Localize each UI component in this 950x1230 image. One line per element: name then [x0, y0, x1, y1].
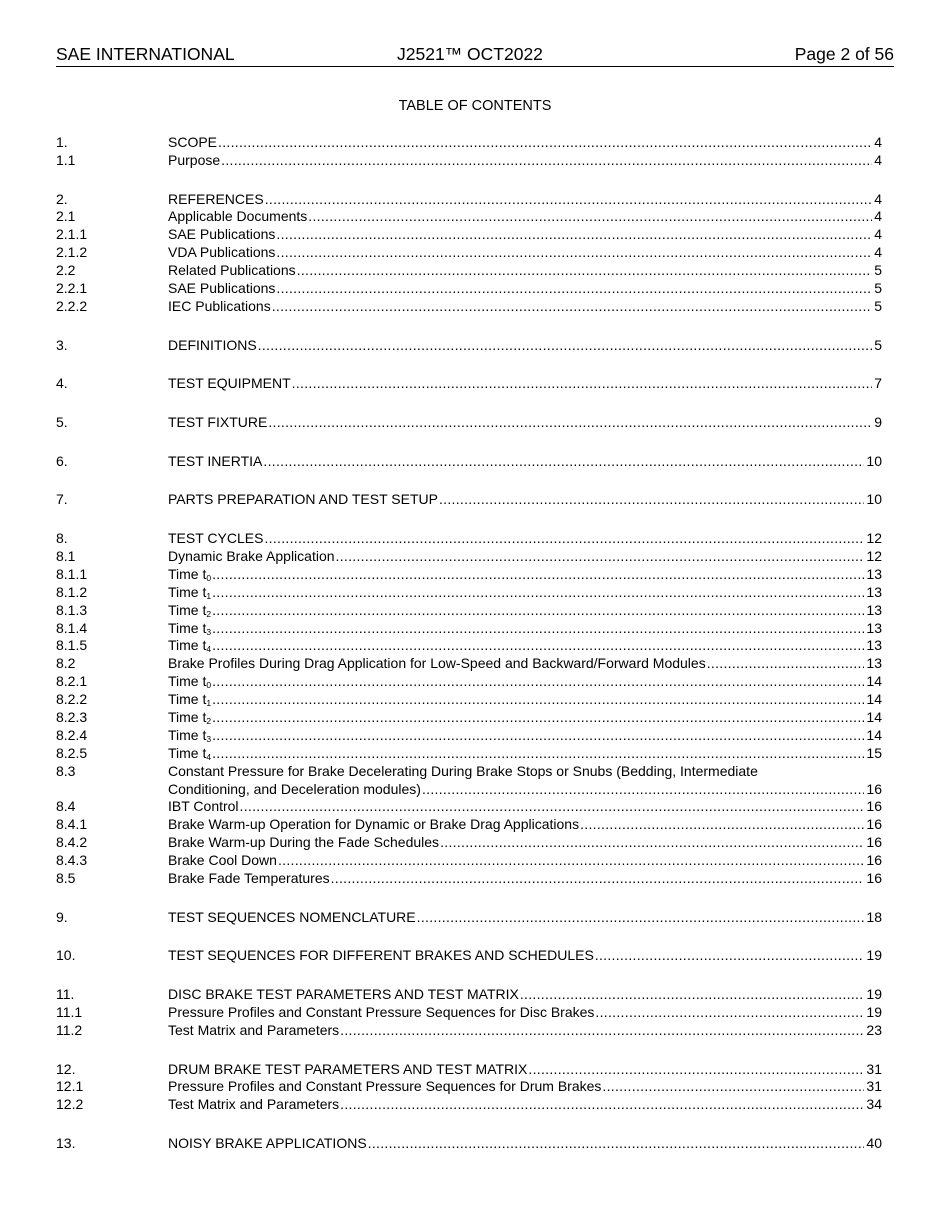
- toc-entry-continuation[interactable]: [56, 781, 882, 799]
- toc-entry-number: 7.: [56, 491, 68, 508]
- toc-entry[interactable]: [56, 1078, 882, 1096]
- toc-entry[interactable]: [56, 530, 882, 548]
- toc-entry-title: Test Matrix and Parameters: [168, 1096, 340, 1113]
- toc-entry-title: PARTS PREPARATION AND TEST SETUP: [168, 491, 438, 508]
- dot-leader: [595, 1004, 864, 1022]
- toc-entry-title: DISC BRAKE TEST PARAMETERS AND TEST MATRIX: [168, 986, 519, 1003]
- dot-leader: [440, 834, 864, 852]
- toc-entry[interactable]: [56, 947, 882, 965]
- toc-entry-page: 34: [866, 1096, 882, 1113]
- toc-entry-title: Time t: [168, 637, 207, 654]
- dot-leader: [297, 262, 873, 280]
- toc-entry-number: 4.: [56, 375, 68, 392]
- toc-entry[interactable]: [56, 191, 882, 209]
- dot-leader: [422, 781, 864, 799]
- toc-entry-page: 10: [866, 491, 882, 508]
- dot-leader: [520, 986, 865, 1004]
- toc-entry[interactable]: [56, 620, 882, 638]
- toc-entry-number: 12.: [56, 1060, 76, 1077]
- toc-entry-title-wrap: [168, 262, 296, 280]
- toc-entry-title: Brake Warm-up Operation for Dynamic or Brake Drag Applications: [168, 816, 580, 833]
- toc-entry[interactable]: [56, 763, 882, 781]
- toc-entry-page: 16: [866, 834, 882, 851]
- toc-entry[interactable]: [56, 280, 882, 298]
- toc-entry-number: 8.4.3: [56, 852, 88, 869]
- toc-entry-number: 8.4.2: [56, 834, 88, 851]
- toc-entry-title-wrap: [168, 1096, 339, 1114]
- toc-entry-title: IEC Publications: [168, 297, 271, 314]
- toc-entry-number: 1.: [56, 134, 68, 150]
- toc-entry-number: 1.1: [56, 151, 76, 168]
- toc-entry-title-wrap: [168, 909, 416, 927]
- toc-entry[interactable]: [56, 673, 882, 691]
- header-page-number: Page 2 of 56: [794, 44, 894, 64]
- dot-leader: [368, 1135, 865, 1153]
- toc-entry[interactable]: [56, 491, 882, 509]
- dot-leader: [212, 584, 864, 602]
- toc-entry-number: 8.2.5: [56, 744, 88, 761]
- toc-entry-title-wrap: [168, 1135, 367, 1153]
- toc-entry-title: Time t: [168, 691, 207, 708]
- dot-leader: [331, 870, 865, 888]
- toc-entry[interactable]: [56, 1004, 882, 1022]
- toc-entry-title-wrap: [168, 852, 277, 870]
- toc-entry-number: 2.1.1: [56, 226, 88, 243]
- toc-entry-number: 8.4: [56, 798, 76, 815]
- toc-entry-page: 31: [866, 1060, 882, 1077]
- toc-entry-title: Applicable Documents: [168, 208, 308, 225]
- toc-entry-title-wrap: [168, 1061, 527, 1079]
- toc-entry-number: 2.: [56, 190, 68, 207]
- toc-entry-title: DEFINITIONS: [168, 336, 257, 353]
- toc-entry-number: 8.2.1: [56, 673, 88, 690]
- toc-entry-title-wrap: [168, 947, 594, 965]
- toc-entry-title-wrap: [168, 453, 262, 471]
- toc-entry-number: 8.1.1: [56, 565, 88, 582]
- toc-entry-title: Time t: [168, 601, 207, 618]
- dot-leader: [265, 191, 873, 209]
- toc-entry-title: REFERENCES: [168, 190, 264, 207]
- dot-leader: [528, 1061, 864, 1079]
- toc-entry-title: IBT Control: [168, 798, 239, 815]
- toc-entry-title: TEST SEQUENCES FOR DIFFERENT BRAKES AND SCHEDULES: [168, 947, 594, 964]
- toc-entry-title: NOISY BRAKE APPLICATIONS: [168, 1134, 367, 1151]
- toc-entry-page: 14: [866, 673, 882, 690]
- toc-entry-title-wrap: [168, 375, 291, 393]
- toc-entry-page: 16: [866, 780, 882, 797]
- toc-entry-page: 5: [874, 336, 882, 353]
- toc-entry-page: 4: [874, 190, 882, 207]
- toc-entry-page: 5: [874, 262, 882, 279]
- toc-entry[interactable]: [56, 134, 882, 152]
- toc-entry-page: 16: [866, 816, 882, 833]
- toc-entry-title-wrap: [168, 280, 275, 298]
- toc-entry-title: Time t: [168, 619, 207, 636]
- toc-entry-number: 8.1.5: [56, 637, 88, 654]
- toc-entry-page: 18: [866, 908, 882, 925]
- dot-leader: [336, 548, 865, 566]
- toc-entry[interactable]: [56, 1096, 882, 1114]
- toc-entry[interactable]: [56, 834, 882, 852]
- toc-entry-page: 19: [866, 1003, 882, 1020]
- toc-entry-title: Time t: [168, 583, 207, 600]
- toc-entry-title: VDA Publications: [168, 244, 276, 261]
- toc-entry-page: 16: [866, 869, 882, 886]
- toc-entry-number: 8.2.2: [56, 691, 88, 708]
- toc-entry-page: 12: [866, 547, 882, 564]
- toc-entry-number: 2.2: [56, 262, 76, 279]
- toc-entry-page: 4: [874, 208, 882, 225]
- toc-entry-title: SAE Publications: [168, 280, 276, 297]
- dot-leader: [439, 491, 864, 509]
- dot-leader: [292, 375, 873, 393]
- toc-entry-page: 5: [874, 297, 882, 314]
- toc-entry-title-continued: Conditioning, and Deceleration modules): [168, 780, 421, 797]
- toc-entry-number: 2.2.1: [56, 280, 88, 297]
- toc-entry-title-wrap: [168, 798, 239, 816]
- toc-entry-page: 4: [874, 134, 882, 150]
- toc-entry-page: 10: [866, 452, 882, 469]
- toc-entry[interactable]: [56, 414, 882, 432]
- toc-entry[interactable]: [56, 584, 882, 602]
- toc-entry-title: TEST SEQUENCES NOMENCLATURE: [168, 908, 416, 925]
- dot-leader: [212, 727, 864, 745]
- toc-entry-title: Time t: [168, 565, 207, 582]
- toc-entry-title: Related Publications: [168, 262, 296, 279]
- toc-entry-page: 4: [874, 244, 882, 261]
- toc-entry-page: 13: [866, 619, 882, 636]
- toc-entry-title: Constant Pressure for Brake Decelerating During Brake Stops or Snubs (Bedding, Intermediate: [168, 762, 758, 779]
- toc-entry-title: TEST EQUIPMENT: [168, 375, 291, 392]
- toc-entry-page: 40: [866, 1134, 882, 1151]
- toc-entry-number: 13.: [56, 1134, 76, 1151]
- toc-entry[interactable]: [56, 816, 882, 834]
- toc-entry-page: 14: [866, 708, 882, 725]
- toc-entry-subscript: 4: [206, 644, 212, 655]
- toc-entry-page: 13: [866, 655, 882, 672]
- toc-entry[interactable]: [56, 1135, 882, 1153]
- toc-entry[interactable]: [56, 226, 882, 244]
- toc-entry-number: 11.: [56, 986, 75, 1003]
- toc-entry[interactable]: [56, 152, 882, 170]
- dot-leader: [276, 226, 872, 244]
- toc-entry[interactable]: [56, 798, 882, 816]
- header-document-id: J2521™ OCT2022: [397, 44, 543, 64]
- toc-entry-title-wrap: [168, 491, 438, 509]
- dot-leader: [268, 414, 872, 432]
- toc-entry[interactable]: [56, 244, 882, 262]
- dot-leader: [417, 909, 865, 927]
- toc-entry-title-wrap: [168, 244, 275, 262]
- toc-entry-page: 14: [866, 726, 882, 743]
- page-header: [56, 44, 894, 67]
- toc-entry[interactable]: [56, 655, 882, 673]
- toc-entry[interactable]: [56, 1022, 882, 1040]
- toc-entry-subscript: 0: [206, 572, 212, 583]
- toc-entry-subscript: 2: [206, 608, 212, 619]
- toc-entry-number: 11.1: [56, 1003, 83, 1020]
- toc-entry-page: 9: [874, 413, 882, 430]
- toc-entry-title-wrap: [168, 834, 439, 852]
- toc-entry-title: Test Matrix and Parameters: [168, 1021, 340, 1038]
- toc-entry-title: TEST CYCLES: [168, 530, 264, 547]
- dot-leader: [218, 134, 872, 152]
- toc-entry[interactable]: [56, 986, 882, 1004]
- toc-entry-page: 15: [866, 744, 882, 761]
- dot-leader: [212, 620, 864, 638]
- toc-entry[interactable]: [56, 566, 882, 584]
- dot-leader: [340, 1022, 864, 1040]
- toc-entry-page: 13: [866, 637, 882, 654]
- table-of-contents: [56, 134, 882, 1153]
- toc-entry-number: 8.1.4: [56, 619, 88, 636]
- toc-entry-page: 16: [866, 798, 882, 815]
- dot-leader: [221, 152, 872, 170]
- toc-entry-title: TEST INERTIA: [168, 452, 263, 469]
- toc-entry-page: 5: [874, 280, 882, 297]
- toc-entry-number: 9.: [56, 908, 68, 925]
- toc-entry-title-wrap: [168, 337, 257, 355]
- toc-entry-number: 8.1.2: [56, 583, 88, 600]
- dot-leader: [602, 1078, 864, 1096]
- dot-leader: [263, 453, 864, 471]
- toc-entry-page: 4: [874, 226, 882, 243]
- toc-entry-page: 12: [866, 530, 882, 547]
- toc-entry-title-wrap: [168, 816, 579, 834]
- toc-entry-page: 19: [866, 986, 882, 1003]
- dot-leader: [276, 244, 872, 262]
- toc-entry-title-wrap: [168, 208, 307, 226]
- dot-leader: [212, 673, 864, 691]
- toc-entry-title-wrap: [168, 870, 330, 888]
- toc-entry-subscript: 3: [206, 733, 212, 744]
- toc-entry[interactable]: [56, 208, 882, 226]
- toc-entry[interactable]: [56, 262, 882, 280]
- toc-entry[interactable]: [56, 745, 882, 763]
- toc-entry-page: 19: [866, 947, 882, 964]
- toc-entry-title: Time t: [168, 744, 207, 761]
- toc-entry-number: 8.2.3: [56, 708, 88, 725]
- toc-entry-number: 8.5: [56, 869, 76, 886]
- dot-leader: [308, 208, 872, 226]
- toc-entry-title: Purpose: [168, 151, 221, 168]
- toc-entry-number: 2.1.2: [56, 244, 88, 261]
- toc-entry-number: 5.: [56, 413, 68, 430]
- toc-entry-number: 8.1: [56, 547, 76, 564]
- toc-entry[interactable]: [56, 691, 882, 709]
- toc-entry-number: 2.2.2: [56, 297, 88, 314]
- toc-entry-title-wrap: [168, 191, 264, 209]
- toc-entry-title: Time t: [168, 673, 207, 690]
- toc-entry-title: TEST FIXTURE: [168, 413, 268, 430]
- toc-entry[interactable]: [56, 909, 882, 927]
- toc-entry-title-wrap: [168, 134, 217, 152]
- dot-leader: [278, 852, 864, 870]
- toc-entry-number: 2.1: [56, 208, 76, 225]
- toc-entry-subscript: 3: [206, 626, 212, 637]
- toc-entry[interactable]: [56, 453, 882, 471]
- toc-entry-number: 8.2: [56, 655, 76, 672]
- toc-entry-page: 4: [874, 151, 882, 168]
- toc-entry-page: 31: [866, 1078, 882, 1095]
- dot-leader: [212, 637, 864, 655]
- toc-entry-subscript: 1: [206, 698, 212, 709]
- toc-entry[interactable]: [56, 1061, 882, 1079]
- toc-entry-title: Pressure Profiles and Constant Pressure Sequences for Drum Brakes: [168, 1078, 602, 1095]
- dot-leader: [258, 337, 873, 355]
- toc-entry-title: Pressure Profiles and Constant Pressure Sequences for Disc Brakes: [168, 1003, 595, 1020]
- toc-entry-title-wrap: [168, 226, 275, 244]
- toc-entry-number: 8.2.4: [56, 726, 88, 743]
- toc-entry-title: Dynamic Brake Application: [168, 547, 335, 564]
- toc-entry-page: 14: [866, 691, 882, 708]
- toc-entry[interactable]: [56, 709, 882, 727]
- toc-entry-title-wrap: [168, 548, 335, 566]
- dot-leader: [264, 530, 864, 548]
- toc-entry-subscript: 4: [206, 751, 212, 762]
- toc-entry-title: Brake Warm-up During the Fade Schedules: [168, 834, 440, 851]
- toc-entry-subscript: 0: [206, 680, 212, 691]
- toc-entry-title-wrap: [168, 1022, 339, 1040]
- dot-leader: [272, 298, 872, 316]
- dot-leader: [212, 602, 864, 620]
- toc-entry[interactable]: [56, 637, 882, 655]
- dot-leader: [707, 655, 865, 673]
- toc-entry[interactable]: [56, 548, 882, 566]
- toc-entry-number: 8.3: [56, 762, 76, 779]
- toc-entry-number: 12.1: [56, 1078, 84, 1095]
- toc-entry-number: 12.2: [56, 1096, 84, 1113]
- toc-entry-number: 10.: [56, 947, 76, 964]
- toc-entry-title-wrap: [168, 1004, 594, 1022]
- toc-entry-title: SAE Publications: [168, 226, 276, 243]
- toc-entry-number: 6.: [56, 452, 68, 469]
- toc-entry[interactable]: [56, 298, 882, 316]
- toc-entry-page: 13: [866, 583, 882, 600]
- toc-entry-title: Brake Profiles During Drag Application for Low-Speed and Backward/Forward Modules: [168, 655, 706, 672]
- toc-entry[interactable]: [56, 727, 882, 745]
- toc-entry[interactable]: [56, 852, 882, 870]
- toc-entry-title: Time t: [168, 708, 207, 725]
- dot-leader: [595, 947, 865, 965]
- dot-leader: [340, 1096, 864, 1114]
- toc-entry-number: 3.: [56, 336, 68, 353]
- toc-entry-title: SCOPE: [168, 134, 218, 150]
- toc-entry-title: Brake Fade Temperatures: [168, 869, 330, 886]
- toc-entry-subscript: 2: [206, 715, 212, 726]
- toc-entry-number: 8.: [56, 530, 68, 547]
- toc-entry[interactable]: [56, 337, 882, 355]
- toc-entry-title-wrap: [168, 1078, 601, 1096]
- toc-entry[interactable]: [56, 602, 882, 620]
- toc-entry-page: 13: [866, 601, 882, 618]
- toc-entry-title-wrap: [168, 298, 271, 316]
- toc-entry-page: 23: [866, 1021, 882, 1038]
- toc-heading: TABLE OF CONTENTS: [398, 98, 552, 114]
- toc-entry-page: 13: [866, 565, 882, 582]
- toc-entry-title-wrap: [168, 414, 267, 432]
- dot-leader: [580, 816, 864, 834]
- dot-leader: [212, 745, 864, 763]
- toc-entry-title-wrap: [168, 986, 519, 1004]
- toc-entry[interactable]: [56, 375, 882, 393]
- toc-entry-number: 11.2: [56, 1021, 83, 1038]
- toc-entry-title-wrap: [168, 655, 706, 673]
- toc-entry-number: 8.4.1: [56, 816, 88, 833]
- toc-entry-subscript: 1: [206, 590, 212, 601]
- toc-entry-title-wrap: [168, 152, 220, 170]
- dot-leader: [212, 691, 864, 709]
- dot-leader: [212, 709, 864, 727]
- toc-entry-page: 16: [866, 852, 882, 869]
- dot-leader: [240, 798, 865, 816]
- dot-leader: [212, 566, 864, 584]
- toc-entry-number: 8.1.3: [56, 601, 88, 618]
- toc-entry-title-wrap: [168, 530, 263, 548]
- toc-entry-title: DRUM BRAKE TEST PARAMETERS AND TEST MATRIX: [168, 1060, 528, 1077]
- toc-entry-page: 7: [874, 375, 882, 392]
- header-organization: SAE INTERNATIONAL: [56, 44, 235, 64]
- dot-leader: [276, 280, 872, 298]
- toc-entry-title: Time t: [168, 726, 207, 743]
- toc-entry[interactable]: [56, 870, 882, 888]
- toc-entry-title: Brake Cool Down: [168, 852, 277, 869]
